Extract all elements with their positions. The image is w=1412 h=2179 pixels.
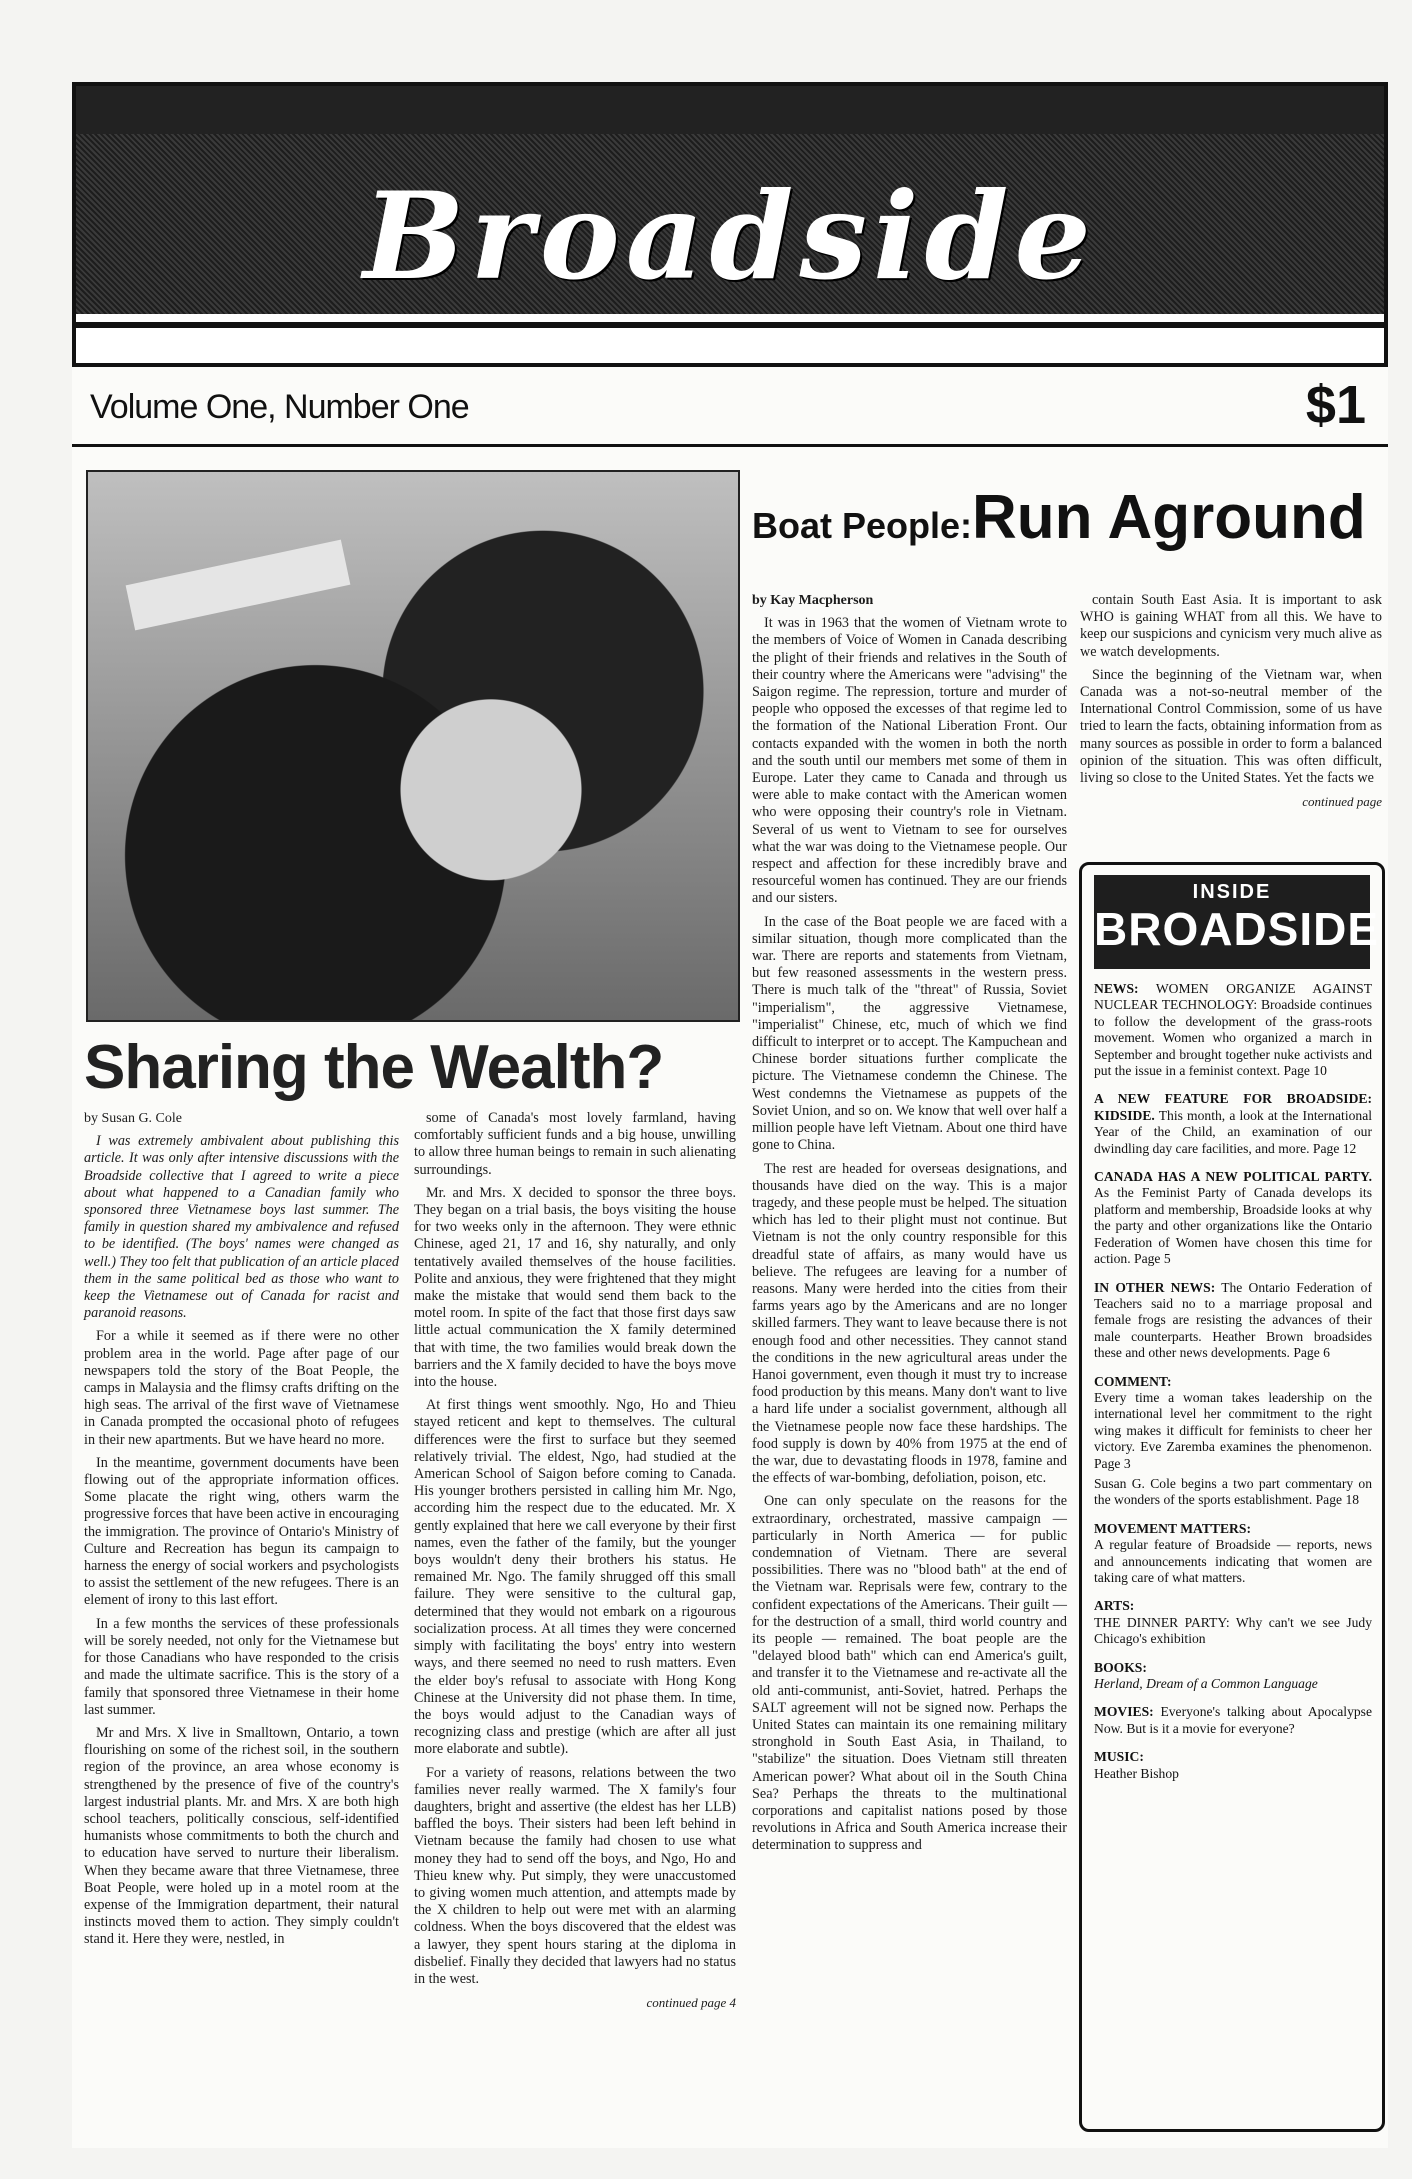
paragraph: In the meantime, government documents have been flowing out of the appropriate information offices. Some placate the right wing, others warm the progressive forces that have been active in encouraging the immigration. The province of Ontario's Ministry of Culture and Recreation has begun its campaign to harness the energy of social workers and psychologists to assist the settlement of the new refugees. There is an element of irony to this last effort.: [84, 1454, 399, 1609]
inside-title: [1094, 875, 1380, 969]
contents-heading: MOVEMENT MATTERS:: [1094, 1520, 1251, 1536]
contents-item: [1094, 1374, 1372, 1472]
paragraph: contain South East Asia. It is important to ask WHO is gaining WHAT from all this. We have to keep our suspicions and cynicism very much alive as we watch developments.: [1080, 592, 1382, 660]
paragraph: At first things went smoothly. Ngo, Ho and Thieu stayed reticent and kept to themselves. The cultural differences were the first to surface but they seemed relatively trivial. The eldest, Ngo, had studied at the American School of Saigon before coming to Canada. His younger brothers persisted in calling him Mr. Ngo, according him the respect due to the educated. Mr. X gently explained that here we call everyone by their first names, even the father of the family, but the younger boys wouldn't deny their brothers his status. He remained Mr. Ngo. The family shrugged off this small failure. They were sensitive to the cultural gap, determined that they would not embark on a rigourous socialization process. At all times they were concerned simply with facilitating the boys' entry into western ways, and there seemed no need to rush matters. Even the elder boy's refusal to associate with Hong Kong Chinese at the University did not phase them. In time, the boys would adjust to the Canadian ways of recognizing class and prestige (which are after all just more elaborate and subtle).: [414, 1397, 736, 1758]
boat-byline: by Kay Macpherson: [752, 593, 874, 608]
masthead: [72, 82, 1388, 367]
contents-heading: MUSIC:: [1094, 1749, 1144, 1765]
contents-heading: MOVIES:: [1094, 1704, 1154, 1720]
contents-text: WOMEN ORGANIZE AGAINST NUCLEAR TECHNOLOGY: Broadside continues to follow the development of the grass-roots movement. Women who organized a march in September and brought together nuke activists and put the issue in a feminist context. Page 10: [1094, 981, 1372, 1079]
contents-heading: NEWS:: [1094, 981, 1139, 996]
contents-item: [1094, 981, 1372, 1079]
photo-image: [88, 472, 738, 1020]
contents-text: As the Feminist Party of Canada develops its platform and membership, Broadside looks at why the party and other organizations like the Ontario Federation of Women have chosen this time for action. Page 5: [1094, 1185, 1372, 1267]
contents-text: This month, a look at the International Year of the Child, an examination of our dwindling day care facilities, and more. Page 12: [1094, 1107, 1372, 1156]
contents-text: Susan G. Cole begins a two part commentary on the wonders of the sports establishment. Page 18: [1094, 1475, 1372, 1508]
logo-band: [76, 134, 1384, 314]
paragraph: In a few months the services of these professionals will be sorely needed, not only for the Vietnamese but for those Canadians who have responded to the crisis and made the ultimate sacrifice. This is the story of a family that sponsored three Vietnamese in their home last summer.: [84, 1615, 399, 1718]
boat-article-column-1: [752, 592, 1067, 1861]
contents-item: [1094, 1280, 1372, 1362]
masthead-rule: [76, 322, 1384, 328]
contents-text: The Ontario Federation of Teachers said no to a marriage proposal and female frogs are resisting the advances of their male counterparts. Heather Brown broadsides these and other news developments. Page 6: [1094, 1279, 1372, 1361]
contents-heading: IN OTHER NEWS:: [1094, 1279, 1216, 1295]
wealth-article-column-1: [84, 1110, 399, 1955]
boat-article-column-2: [1080, 592, 1382, 810]
contents-heading: ARTS:: [1094, 1598, 1135, 1614]
paragraph: In the case of the Boat people we are faced with a similar situation, though more complicated than the war. There are reports and statements from Vietnam, but few reasoned assessments in the western press. There is much talk of the "threat" of Russia, Soviet "imperialism", the aggressive Vietnamese, "imperialist" Chinese, etc, much of which we find difficult to interpret or to accept. The Kampuchean and Chinese border situations further complicate the picture. The Vietnamese condemn the Chinese. The West condemns the Vietnamese as puppets of the Soviet Union, and so on. We know that well over half a million people have left Vietnam. About one third have gone to China.: [752, 913, 1067, 1154]
contents-item: [1094, 1521, 1372, 1587]
contents-item: [1094, 1704, 1372, 1737]
contents-heading: BOOKS:: [1094, 1659, 1147, 1675]
volume-number: Volume One, Number One: [90, 388, 469, 426]
boat-people-headline: [752, 482, 1366, 553]
paragraph: For a variety of reasons, relations between the two families never really warmed. The X family's four daughters, bright and assertive (the eldest has her LLB) baffled the boys. Their sisters had been left behind in Vietnam because the family had chosen to use what money they had to send off the boys, and Ngo, Ho and Thieu knew why. Put simply, they were unaccustomed to giving women much attention, and attempts made by the X children to help out were met with an alarming coldness. When the boys discovered that the eldest was a lawyer, they spent hours staring at the diploma in disbelief. Finally they decided that lawyers had no status in the west.: [414, 1764, 736, 1987]
contents-list: [1094, 981, 1372, 1782]
newspaper-logo: Broadside: [363, 166, 1097, 307]
intro-paragraph: I was extremely ambivalent about publishing this article. It was only after intensive discussions with the Broadside collective that I agreed to write a piece about what happened to a Canadian family who sponsored three Vietnamese boys last summer. The family in question shared my ambivalence and refused to be identified. (The boys' names were changed as well.) They too felt that publication of an article placed them in the same political bed as those who want to keep the Vietnamese out of Canada for racist and paranoid reasons.: [84, 1133, 399, 1322]
contents-text: Everyone's talking about Apocalypse Now. But is it a movie for everyone?: [1094, 1704, 1372, 1736]
continued-link[interactable]: continued page: [1302, 794, 1382, 810]
contents-text: Heather Bishop: [1094, 1765, 1179, 1781]
contents-text: A regular feature of Broadside — reports, news and announcements indicating that women are taking care of what matters.: [1094, 1537, 1372, 1585]
contents-text: THE DINNER PARTY: Why can't we see Judy Chicago's exhibition: [1094, 1614, 1372, 1647]
paragraph: Mr. and Mrs. X decided to sponsor the three boys. They began on a trial basis, the boys visiting the house for two weeks only in the afternoon. They were ethnic Chinese, aged 21, 17 and 16, shy naturally, and only tentatively availed themselves of the house facilities. Polite and anxious, they were frightened that they might make the mistake that would send them back to the motel room. In spite of the fact that those first days saw little actual communication the X family determined that with time, the two families would break down the barriers and the X family decided to have the boys move into the house.: [414, 1184, 736, 1391]
newspaper-page: [72, 82, 1388, 2148]
contents-item: [1094, 1749, 1372, 1782]
contents-heading: A NEW FEATURE FOR BROADSIDE: KIDSIDE.: [1094, 1091, 1372, 1123]
inside-broadside-box: [1079, 862, 1385, 2132]
paragraph: It was in 1963 that the women of Vietnam wrote to the members of Voice of Women in Canada describing the plight of their friends and relatives in the South of their country where the Americans were "advising" the Saigon regime. The repression, torture and murder of people who opposed the excesses of that regime led to the formation of the National Liberation Front. Our contacts expanded with the women in both the north and the south until our members met some of them in Europe. Later they came to Canada and through us were able to make contact with the American women who were opposing their country's role in Vietnam. Several of us went to Vietnam to see for ourselves what the war was doing to the Vietnamese people. Our respect and affection for these incredibly brave and resourceful women has continued. They are our friends and our sisters.: [752, 615, 1067, 907]
contents-item: [1094, 1660, 1372, 1693]
inside-title-big: BROADSIDE: [1094, 903, 1380, 955]
paragraph: One can only speculate on the reasons for the extraordinary, orchestrated, massive campaign — particularly in North America — for public condemnation of Vietnam. There are several possibilities. There was no "blood bath" at the end of the Vietnam war. Reprisals were few, contrary to the confident expectations of the Americans. Their guilt — for the destruction of a small, third world country and its people — remained. The boat people are the "delayed blood bath" which can end America's guilt, and transfer it to the Vietnamese and re-activate all the old anti-communist, anti-Soviet, hatred. Perhaps the SALT agreement will not be signed now. Perhaps the United States can maintain its one remaining military stronghold in South East Asia, in Thailand, to "stabilize" the situation. Does Vietnam still threaten American power? What about oil in the South China Sea? Perhaps the threats to the multinational corporations and capitalist nations posed by those revolutions in Africa and South America increase their determination to suppress and: [752, 1493, 1067, 1854]
continued-link[interactable]: continued page 4: [646, 1995, 736, 2011]
masthead-top-band: [76, 86, 1384, 134]
front-page-photo: [86, 470, 740, 1022]
paragraph: The rest are headed for overseas designations, and thousands have died on the way. This is a major tragedy, and these people must be helped. The situation which has led to their plight must not continue. But Vietnam is not the only country responsible for this dreadful state of affairs, as many would have us believe. The refugees are leaving for a number of reasons. Many were herded into the cities from their farms years ago by the Americans and are no longer skilled farmers. They want to leave because there is not enough food and other necessities. They cannot stand the conditions in the new agricultural areas under the Hanoi government, even though it must try to increase food production by this means. Many don't want to live a hard life under a socialist government, although all the Vietnamese people now face these hardships. The food supply is down by 40% from 1975 at the end of the war, due to devastating floods in 1978, famine and the effects of war-bombing, defoliation, poison, etc.: [752, 1160, 1067, 1487]
contents-text: Every time a woman takes leadership on the international level her commitment to the right wing makes it difficult for feminists to cheer her victory. Eve Zaremba examines the phenomenon. Page 3: [1094, 1389, 1372, 1471]
paragraph: Mr and Mrs. X live in Smalltown, Ontario, a town flourishing on some of the richest soil, in the southern region of the province, an area whose economy is strengthened by the presence of five of the country's largest industrial plants. Mr. and Mrs. X are both high school teachers, politically conscious, self-identified humanists whose commitments to both the church and to education have served to nurture their liberalism. When they became aware that three Vietnamese, three Boat People, were holed up in a motel room at the expense of the Immigration department, their natural instincts moved them to action. They simply couldn't stand it. Here they were, nestled, in: [84, 1724, 399, 1948]
contents-text: Herland, Dream of a Common Language: [1094, 1676, 1318, 1692]
headline-part-a: Boat People:: [752, 505, 973, 546]
wealth-byline: by Susan G. Cole: [84, 1111, 182, 1126]
inside-title-small: INSIDE: [1192, 881, 1272, 903]
contents-item: [1094, 1091, 1372, 1157]
headline-part-b: Run Aground: [972, 483, 1366, 552]
paragraph: some of Canada's most lovely farmland, having comfortably sufficient funds and a big house, unwilling to allow three human beings to remain in such alienating surroundings.: [414, 1110, 736, 1178]
contents-item: [1094, 1476, 1372, 1509]
paragraph: Since the beginning of the Vietnam war, when Canada was a not-so-neutral member of the International Control Commission, some of us have tried to learn the facts, obtaining information from as many sources as possible in order to form a balanced opinion of the situation. This was often difficult, living so close to the United States. Yet the facts we: [1080, 666, 1382, 787]
wealth-headline: Sharing the Wealth?: [84, 1033, 664, 1102]
wealth-article-column-2: [414, 1110, 736, 2011]
contents-heading: CANADA HAS A NEW POLITICAL PARTY.: [1094, 1169, 1372, 1185]
header-rule: [72, 444, 1388, 447]
contents-heading: COMMENT:: [1094, 1373, 1172, 1389]
paragraph: For a while it seemed as if there were no other problem area in the world. Page after page of our newspapers told the story of the Boat People, the camps in Malaysia and the flimsy crafts drifting on the high seas. The arrival of the first wave of Vietnamese in Canada prompted the occasional photo of refugees in their new apartments. But we have heard no more.: [84, 1328, 399, 1448]
price: $1: [1305, 375, 1366, 435]
contents-item: [1094, 1169, 1372, 1267]
contents-item: [1094, 1598, 1372, 1647]
